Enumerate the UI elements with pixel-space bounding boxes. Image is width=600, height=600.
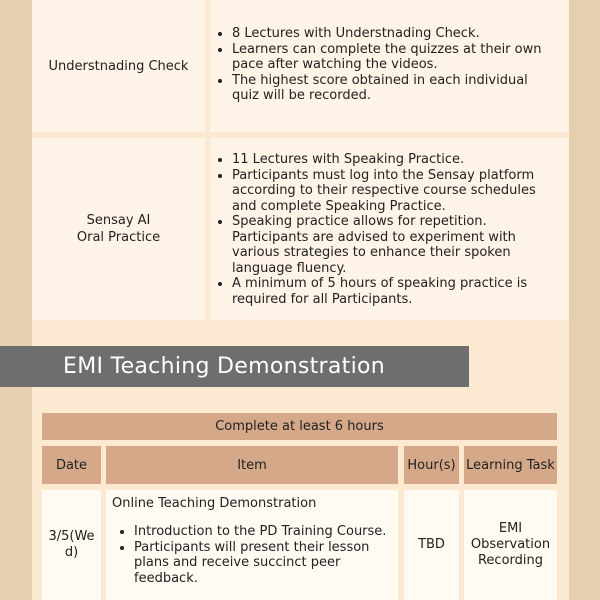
list-item: • Learners can complete the quizzes at their own pace after watching the videos. <box>232 42 557 73</box>
bullet-list <box>210 26 557 104</box>
header-item-label: Item <box>237 457 267 473</box>
banner-text: Complete at least 6 hours <box>215 419 384 434</box>
header-hours <box>404 446 459 484</box>
section-title: EMI Teaching Demonstration <box>63 354 385 379</box>
header-learning-task <box>464 446 557 484</box>
header-date <box>42 446 101 484</box>
list-item: • Introduction to the PD Training Course. <box>134 524 390 540</box>
list-item: • The highest score obtained in each individual quiz will be recorded. <box>232 73 557 104</box>
row-label-understanding-check: Understnading Check <box>32 0 205 132</box>
row-label-oral-practice: Sensay AI Oral Practice <box>32 138 205 320</box>
list-item: • 8 Lectures with Understnading Check. <box>232 26 557 42</box>
row-hours: TBD <box>404 490 459 600</box>
schedule-banner <box>42 413 557 440</box>
list-item: • 11 Lectures with Speaking Practice. <box>232 152 557 168</box>
item-title: Online Teaching Demonstration <box>112 496 317 511</box>
list-item: • Speaking practice allows for repetition. Participants are advised to experiment with various strategies to enhance their spoken language fluency. <box>232 214 557 276</box>
row-date: 3/5(We d) <box>42 490 101 600</box>
header-item <box>106 446 398 484</box>
row-details-understanding-check <box>210 0 569 132</box>
header-hours-label: Hour(s) <box>407 457 456 473</box>
list-item: • Participants must log into the Sensay platform according to their respective course schedules and complete Speaking Practice. <box>232 168 557 215</box>
header-date-label: Date <box>55 457 88 473</box>
row-details-oral-practice <box>210 138 569 320</box>
section-heading <box>0 346 469 387</box>
list-item: • A minimum of 5 hours of speaking practice is required for all Participants. <box>232 276 557 307</box>
list-item: • Participants will present their lesson plans and receive succinct peer feedback. <box>134 540 390 587</box>
item-bullets <box>112 524 390 586</box>
row-learning-task: EMI Observation Recording <box>464 490 557 600</box>
bullet-list <box>210 152 557 307</box>
header-task-label: Learning Task <box>466 457 555 473</box>
row-item <box>106 490 398 600</box>
